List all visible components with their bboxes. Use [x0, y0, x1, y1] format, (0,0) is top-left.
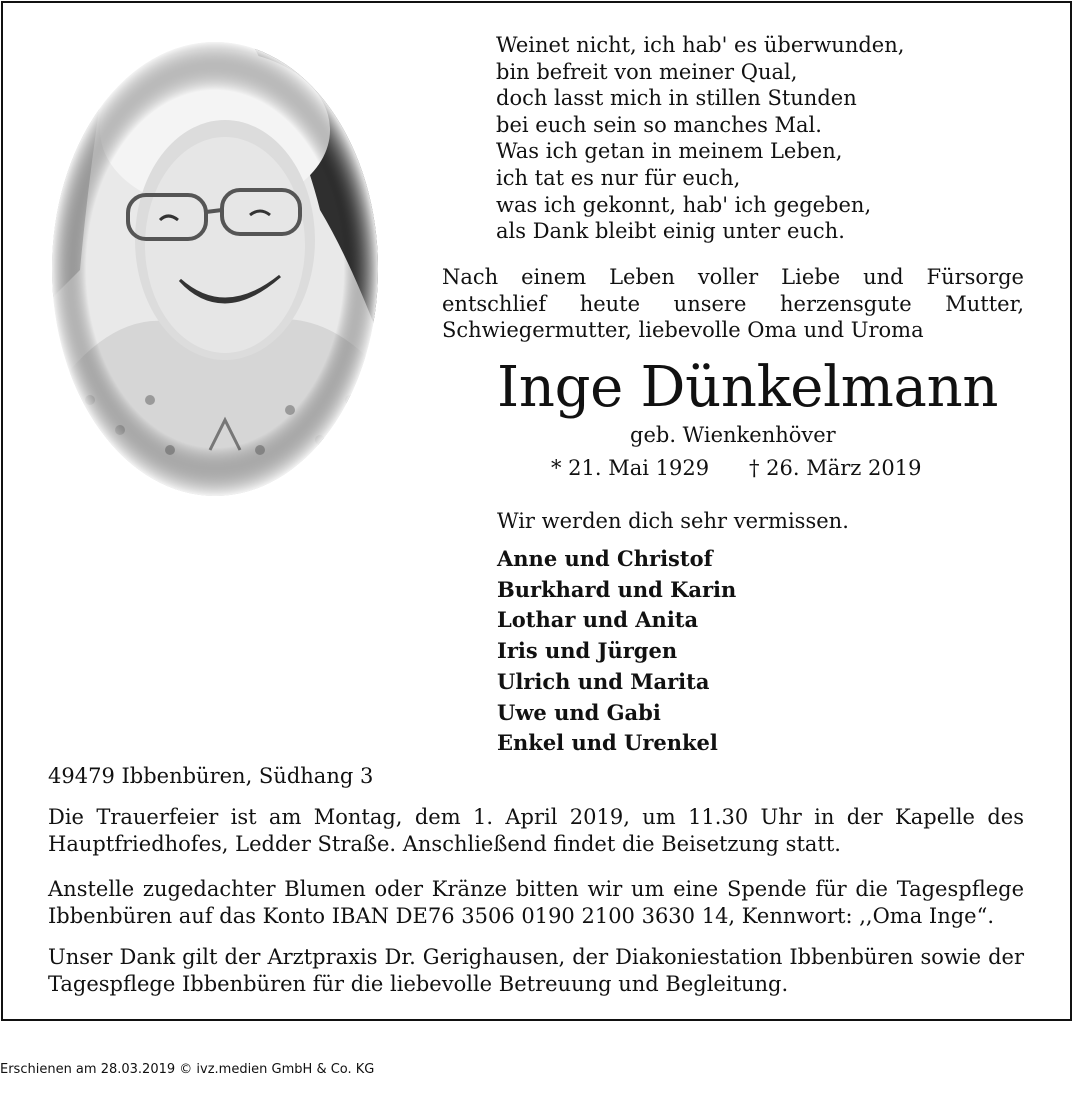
birth-date: * 21. Mai 1929: [551, 456, 710, 480]
family-member: Ulrich und Marita: [497, 668, 710, 694]
poem-line: Weinet nicht, ich hab' es überwunden,: [496, 33, 905, 57]
poem-line: was ich gekonnt, hab' ich gegeben,: [496, 192, 872, 217]
family-member: Anne und Christof: [497, 546, 713, 571]
maiden-name: geb. Wienkenhöver: [630, 423, 836, 447]
poem-line: doch lasst mich in stillen Stunden: [496, 86, 857, 111]
poem-line: bei euch sein so manches Mal.: [496, 112, 822, 137]
poem-line: Was ich getan in meinem Leben,: [496, 139, 843, 164]
funeral-info: Die Trauerfeier ist am Montag, dem 1. April 2019, um 11.30 Uhr in der Kapelle des Hauptfriedhofes, Ledder Straße. Anschließend findet die Beisetzung statt.: [48, 805, 1024, 856]
poem-line: bin befreit von meiner Qual,: [496, 59, 798, 84]
poem: [496, 32, 904, 245]
family-member: Lothar und Anita: [497, 607, 699, 633]
death-date: † 26. März 2019: [749, 456, 922, 480]
deceased-name: Inge Dünkelmann: [497, 355, 999, 420]
publication-footer: Erschienen am 28.03.2019 © ivz.medien GmbH & Co. KG: [0, 1062, 375, 1077]
poem-line: als Dank bleibt einig unter euch.: [496, 219, 845, 244]
family-list: [497, 544, 736, 759]
family-member: Iris und Jürgen: [497, 638, 678, 664]
life-dates: [551, 454, 922, 482]
intro-text: Nach einem Leben voller Liebe und Fürsorge entschlief heute unsere herzensgute Mutter, Schwiegermutter, liebevolle Oma und Uroma: [442, 265, 1024, 343]
poem-line: ich tat es nur für euch,: [496, 165, 741, 190]
thanks-text: Unser Dank gilt der Arztpraxis Dr. Gerighausen, der Diakoniestation Ibbenbüren sowie der Tagespflege Ibbenbüren für die liebevolle Betreuung und Begleitung.: [48, 945, 1024, 996]
portrait-photo: [50, 40, 380, 498]
family-member: Uwe und Gabi: [497, 699, 661, 725]
miss-text: Wir werden dich sehr vermissen.: [497, 509, 849, 533]
family-member: Burkhard und Karin: [497, 576, 737, 602]
family-member: Enkel und Urenkel: [497, 730, 718, 756]
address: 49479 Ibbenbüren, Südhang 3: [48, 764, 374, 788]
donation-info: Anstelle zugedachter Blumen oder Kränze bitten wir um eine Spende für die Tagespflege Ibbenbüren auf das Konto IBAN DE76 3506 0190 2100 3630 14, Kennwort: ,,Oma Inge“.: [48, 877, 1024, 928]
